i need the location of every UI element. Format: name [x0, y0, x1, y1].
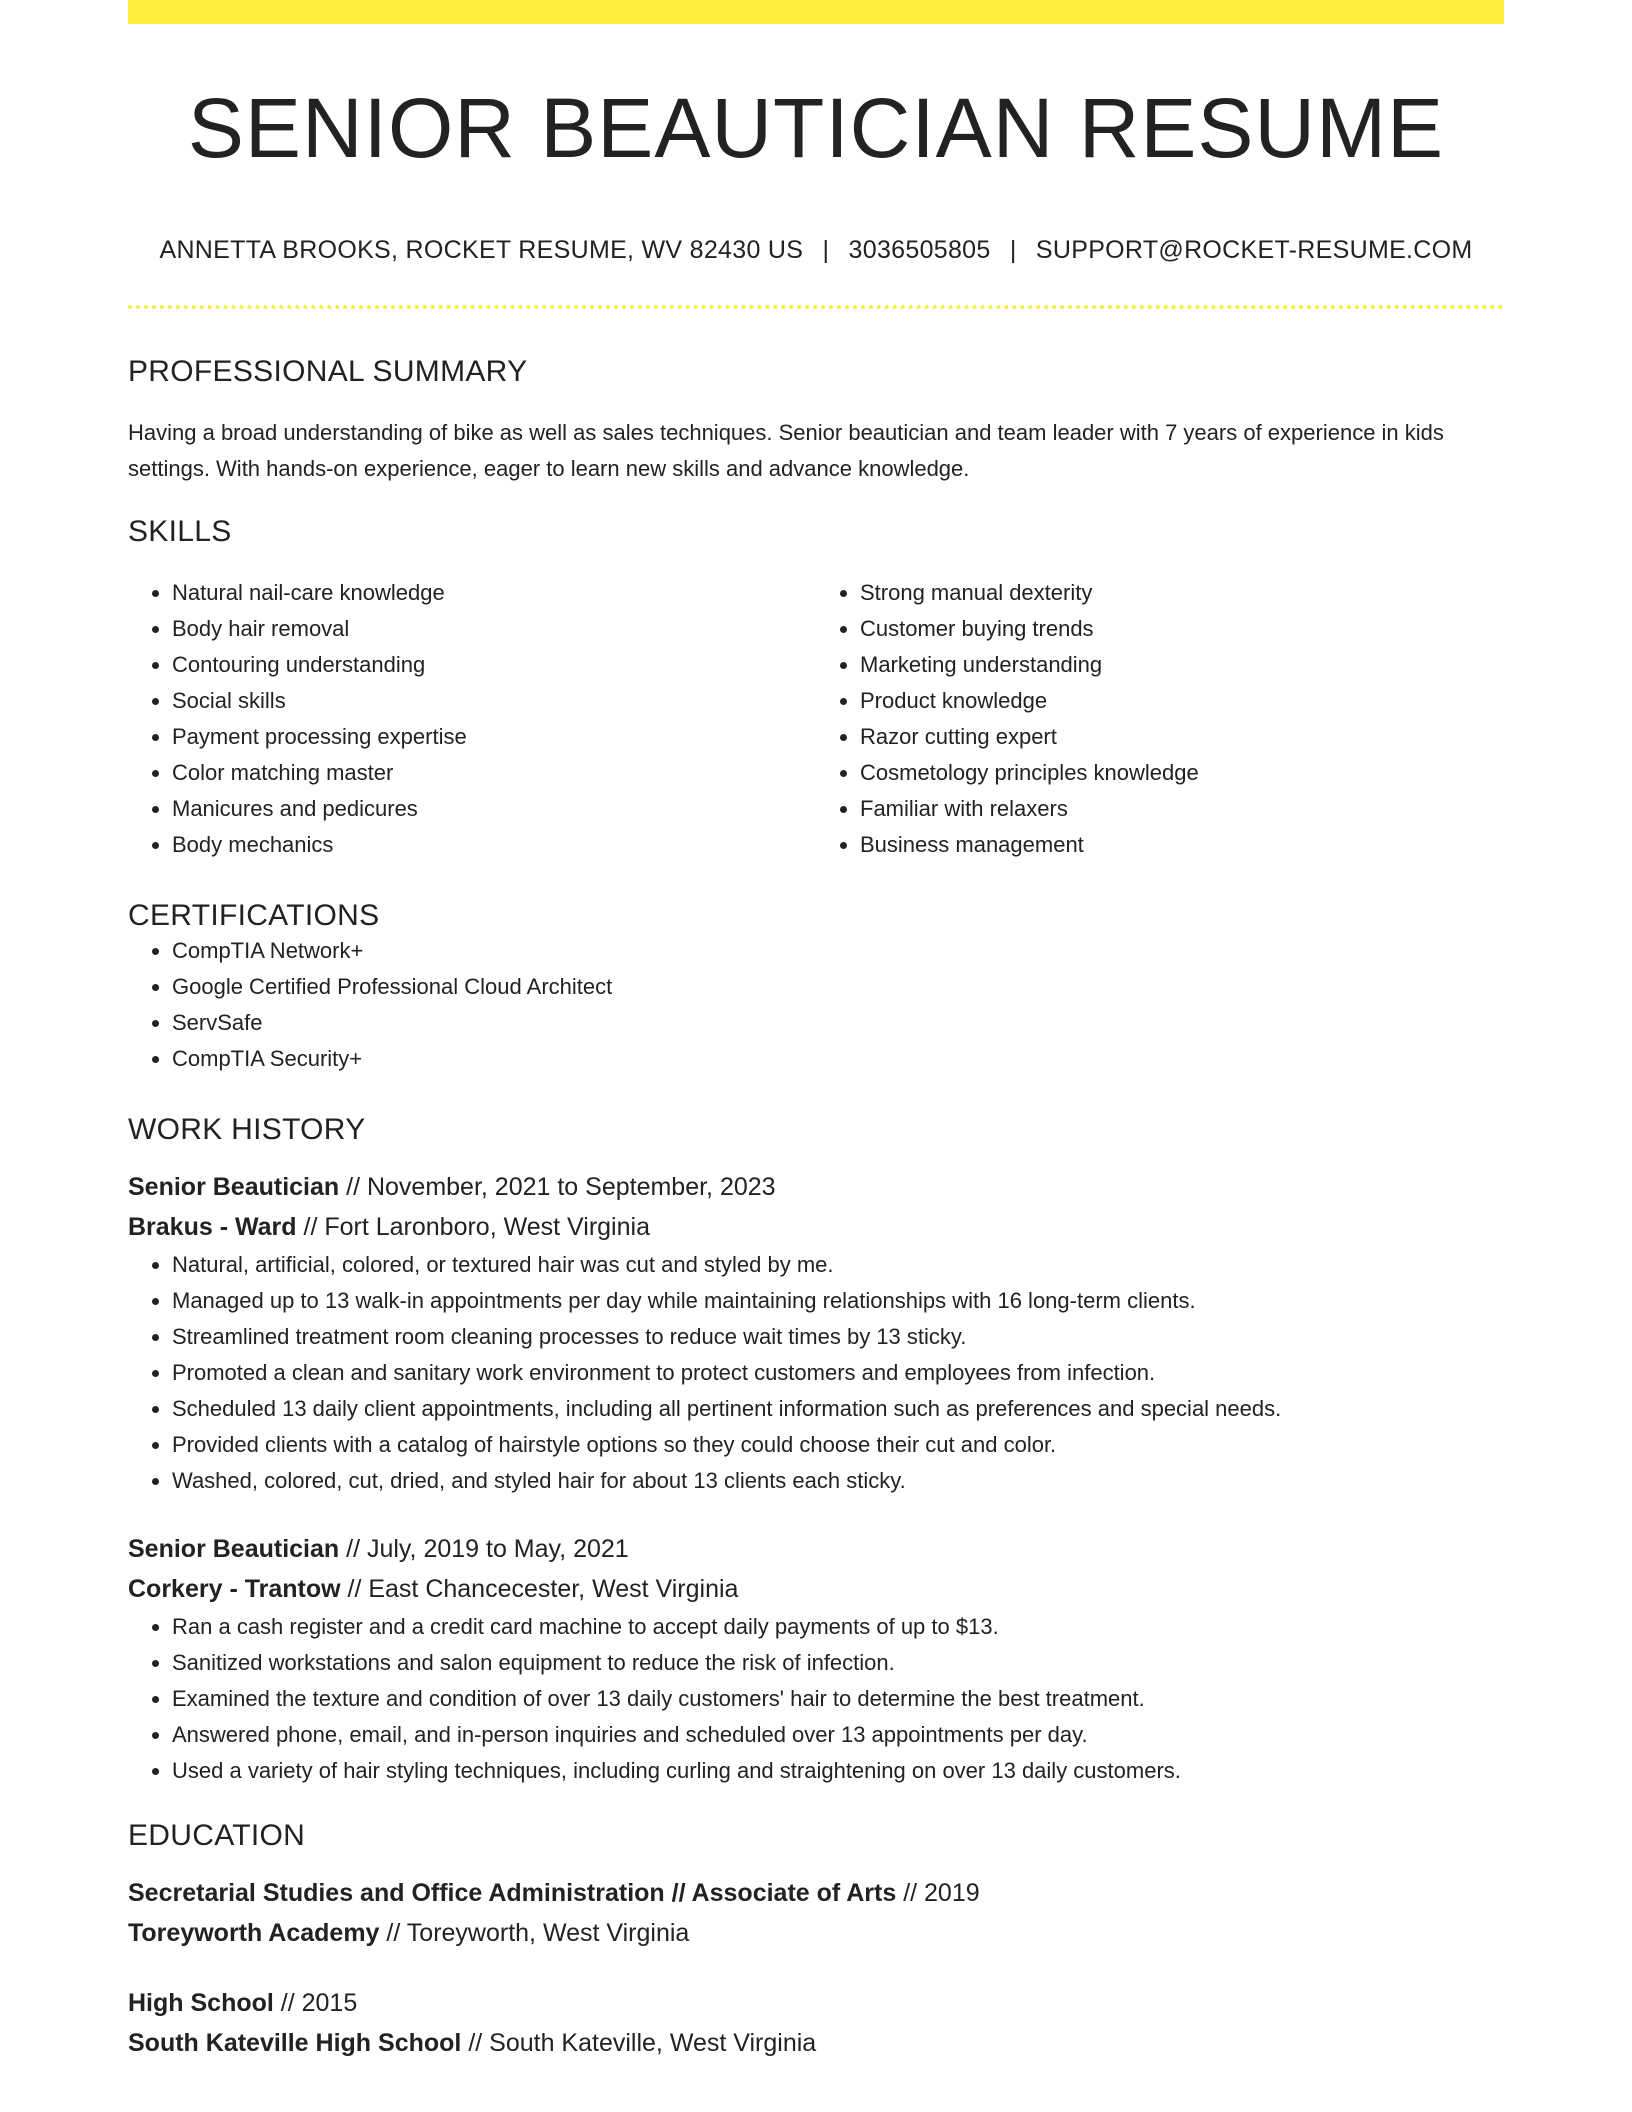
contact-address: ANNETTA BROOKS, ROCKET RESUME, WV 82430 US: [159, 236, 804, 265]
education-school-line: [128, 2023, 1504, 2063]
skill-item: • Customer buying trends: [860, 611, 1504, 647]
education-entry: [128, 1983, 1504, 2063]
education-school: Toreyworth Academy: [128, 1919, 380, 1948]
job-duty: • Natural, artificial, colored, or textured hair was cut and styled by me.: [172, 1247, 1504, 1283]
education-entry: [128, 1873, 1504, 1953]
job-location: // Fort Laronboro, West Virginia: [296, 1213, 650, 1242]
skill-item: • Familiar with relaxers: [860, 791, 1504, 827]
resume-page: [128, 0, 1504, 2063]
certification-item: • CompTIA Network+: [172, 933, 1504, 969]
certification-item: • CompTIA Security+: [172, 1041, 1504, 1077]
job-role: Senior Beautician: [128, 1173, 340, 1202]
education-location: // South Kateville, West Virginia: [461, 2029, 817, 2058]
skill-item: • Razor cutting expert: [860, 719, 1504, 755]
skills-left-list: [128, 575, 816, 863]
skill-item: • Marketing understanding: [860, 647, 1504, 683]
job-company: Brakus - Ward: [128, 1213, 297, 1242]
job-duty: • Managed up to 13 walk-in appointments per day while maintaining relationships with 16 long-term clients.: [172, 1283, 1504, 1319]
skill-item: • Payment processing expertise: [172, 719, 816, 755]
education-degree-line: [128, 1983, 1504, 2023]
job-duty: • Ran a cash register and a credit card machine to accept daily payments of up to $13.: [172, 1609, 1504, 1645]
skill-item: • Natural nail-care knowledge: [172, 575, 816, 611]
education-year: // 2015: [273, 1989, 358, 2018]
job-company: Corkery - Trantow: [128, 1575, 341, 1604]
job-duties-list: [128, 1609, 1504, 1789]
contact-separator: |: [822, 236, 830, 265]
job-dates: // November, 2021 to September, 2023: [339, 1173, 776, 1202]
skills-right-list: [816, 575, 1504, 863]
job-duty: • Answered phone, email, and in-person inquiries and scheduled over 13 appointments per day.: [172, 1717, 1504, 1753]
job-duty: • Scheduled 13 daily client appointments, including all pertinent information such as preferences and special needs.: [172, 1391, 1504, 1427]
job-duty: • Promoted a clean and sanitary work environment to protect customers and employees from infection.: [172, 1355, 1504, 1391]
contact-phone: 3036505805: [848, 236, 991, 265]
skill-item: • Color matching master: [172, 755, 816, 791]
skill-item: • Contouring understanding: [172, 647, 816, 683]
job-duty: • Used a variety of hair styling techniques, including curling and straightening on over 13 daily customers.: [172, 1753, 1504, 1789]
job-duty: • Streamlined treatment room cleaning processes to reduce wait times by 13 sticky.: [172, 1319, 1504, 1355]
skills-heading: SKILLS: [128, 515, 232, 549]
contact-email: SUPPORT@ROCKET-RESUME.COM: [1035, 236, 1473, 265]
summary-text: Having a broad understanding of bike as well as sales techniques. Senior beautician and team leader with 7 years of experience in kids settings. With hands-on experience, eager to learn new skills and advance knowledge.: [128, 420, 1444, 482]
certification-item: • ServSafe: [172, 1005, 1504, 1041]
skill-item: • Strong manual dexterity: [860, 575, 1504, 611]
top-accent-bar: [128, 0, 1504, 24]
job-role-line: [128, 1529, 1504, 1569]
job-duty: • Washed, colored, cut, dried, and styled hair for about 13 clients each sticky.: [172, 1463, 1504, 1499]
contact-line: [128, 236, 1504, 265]
certifications-list: [128, 933, 1504, 1077]
job-company-line: [128, 1569, 1504, 1609]
skill-item: • Body mechanics: [172, 827, 816, 863]
skill-item: • Product knowledge: [860, 683, 1504, 719]
skill-item: • Body hair removal: [172, 611, 816, 647]
contact-separator: |: [1009, 236, 1017, 265]
job-dates: // July, 2019 to May, 2021: [339, 1535, 629, 1564]
job-entry: [128, 1167, 1504, 1499]
skill-item: • Manicures and pedicures: [172, 791, 816, 827]
education-school: South Kateville High School: [128, 2029, 462, 2058]
summary-heading: PROFESSIONAL SUMMARY: [128, 355, 528, 389]
education-degree-line: [128, 1873, 1504, 1913]
certifications-heading: CERTIFICATIONS: [128, 899, 380, 933]
skills-columns: [128, 575, 1504, 863]
education-degree: High School: [128, 1989, 274, 2018]
dotted-divider: [128, 305, 1504, 309]
skill-item: • Social skills: [172, 683, 816, 719]
skill-item: • Cosmetology principles knowledge: [860, 755, 1504, 791]
job-duty: • Examined the texture and condition of over 13 daily customers' hair to determine the best treatment.: [172, 1681, 1504, 1717]
resume-title: SENIOR BEAUTICIAN RESUME: [187, 81, 1445, 175]
education-year: // 2019: [896, 1879, 980, 1908]
certification-item: • Google Certified Professional Cloud Architect: [172, 969, 1504, 1005]
job-location: // East Chancecester, West Virginia: [340, 1575, 739, 1604]
job-role: Senior Beautician: [128, 1535, 340, 1564]
skill-item: • Business management: [860, 827, 1504, 863]
job-entry: [128, 1529, 1504, 1789]
education-school-line: [128, 1913, 1504, 1953]
job-company-line: [128, 1207, 1504, 1247]
work-history-heading: WORK HISTORY: [128, 1113, 366, 1147]
education-degree: Secretarial Studies and Office Administration // Associate of Arts: [128, 1879, 897, 1908]
job-duty: • Sanitized workstations and salon equipment to reduce the risk of infection.: [172, 1645, 1504, 1681]
education-heading: EDUCATION: [128, 1819, 306, 1853]
job-role-line: [128, 1167, 1504, 1207]
job-duties-list: [128, 1247, 1504, 1499]
job-duty: • Provided clients with a catalog of hairstyle options so they could choose their cut and color.: [172, 1427, 1504, 1463]
education-location: // Toreyworth, West Virginia: [379, 1919, 690, 1948]
